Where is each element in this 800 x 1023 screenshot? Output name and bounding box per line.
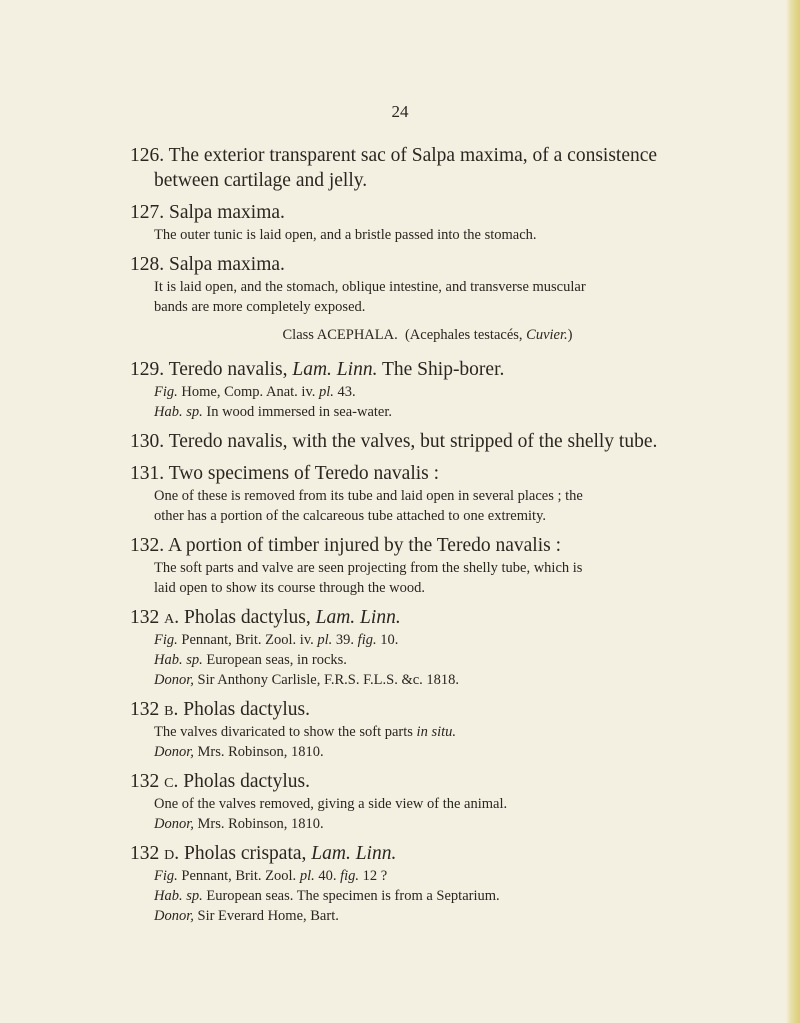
catalogue-entries — [130, 143, 725, 933]
entry-132c — [130, 769, 725, 834]
entry-title: Pholas dactylus. — [183, 771, 310, 792]
entry-title: Salpa maxima. — [169, 202, 285, 223]
donor: Donor, Mrs. Robinson, 1810. — [154, 744, 324, 760]
class-prefix: Class — [282, 327, 314, 343]
entry-number: 132 — [130, 607, 160, 628]
page-number: 24 — [391, 102, 409, 121]
entry-author: Lam. Linn. — [311, 843, 397, 864]
habitat: Hab. sp. European seas. The specimen is from a Septarium. — [154, 888, 500, 904]
entry-number: 131. — [130, 463, 165, 484]
entry-number: 129. — [130, 359, 165, 380]
entry-132 — [130, 533, 725, 598]
entry-author: Lam. Linn. — [315, 607, 401, 628]
habitat: Hab. sp. In wood immersed in sea-water. — [154, 404, 393, 420]
figure-reference: Fig. Home, Comp. Anat. iv. pl. 43. — [154, 384, 356, 400]
entry-title: A portion of timber injured by the Teredo navalis : — [167, 535, 562, 556]
entry-description-continued: other has a portion of the calcareous tube attached to one extremity. — [154, 508, 547, 524]
entry-number: 126. — [130, 145, 165, 166]
figure-reference: Fig. Pennant, Brit. Zool. iv. pl. 39. fig. 10. — [154, 632, 399, 648]
entry-130 — [130, 429, 725, 454]
entry-131 — [130, 461, 725, 526]
donor: Donor, Sir Anthony Carlisle, F.R.S. F.L.S. &c. 1818. — [154, 672, 460, 688]
entry-author: Lam. Linn. — [292, 359, 378, 380]
entry-description: One of these is removed from its tube and laid open in several places ; the — [154, 488, 583, 504]
class-synonym: (Acephales testacés, — [404, 327, 523, 343]
entry-description: The outer tunic is laid open, and a bristle passed into the stomach. — [154, 227, 537, 243]
entry-title: Two specimens of Teredo navalis : — [168, 463, 440, 484]
entry-number: 132 — [130, 699, 160, 720]
entry-title: Pholas crispata, — [184, 843, 307, 864]
entry-description-continued: laid open to show its course through the wood. — [154, 580, 426, 596]
entry-letter: a. — [164, 607, 180, 628]
entry-number: 132. — [130, 535, 165, 556]
entry-title: Teredo navalis, with the valves, but stripped of the shelly tube. — [168, 431, 658, 452]
entry-title-continued: between cartilage and jelly. — [154, 170, 368, 191]
entry-127 — [130, 200, 725, 245]
donor: Donor, Sir Everard Home, Bart. — [154, 908, 339, 924]
entry-letter: c. — [164, 771, 179, 792]
entry-132d — [130, 841, 725, 926]
figure-reference: Fig. Pennant, Brit. Zool. pl. 40. fig. 12 ? — [154, 868, 388, 884]
entry-title: Teredo navalis, — [168, 359, 288, 380]
class-paren-close: ) — [567, 327, 573, 343]
entry-126 — [130, 143, 725, 193]
entry-132b — [130, 697, 725, 762]
entry-description: One of the valves removed, giving a side view of the animal. — [154, 796, 508, 812]
entry-title: Pholas dactylus, — [184, 607, 311, 628]
entry-description: It is laid open, and the stomach, oblique intestine, and transverse muscular — [154, 279, 586, 295]
entry-number: 127. — [130, 202, 165, 223]
entry-description: The valves divaricated to show the soft parts in situ. — [154, 724, 457, 740]
entry-description-continued: bands are more completely exposed. — [154, 299, 366, 315]
entry-number: 132 — [130, 843, 160, 864]
class-heading — [130, 327, 725, 344]
entry-129 — [130, 357, 725, 422]
entry-title: Pholas dactylus. — [183, 699, 310, 720]
entry-title: The exterior transparent sac of Salpa maxima, of a consistence — [168, 145, 658, 166]
entry-letter: b. — [164, 699, 179, 720]
class-name: ACEPHALA. — [316, 327, 398, 343]
entry-number: 130. — [130, 431, 165, 452]
entry-title: Salpa maxima. — [169, 254, 285, 275]
habitat: Hab. sp. European seas, in rocks. — [154, 652, 347, 668]
entry-number: 128. — [130, 254, 165, 275]
entry-128 — [130, 252, 725, 317]
entry-letter: d. — [164, 843, 180, 864]
page-edge — [786, 0, 800, 1023]
donor: Donor, Mrs. Robinson, 1810. — [154, 816, 324, 832]
entry-common-name: The Ship-borer. — [381, 359, 505, 380]
entry-132a — [130, 605, 725, 690]
entry-description: The soft parts and valve are seen projecting from the shelly tube, which is — [154, 560, 583, 576]
class-author: Cuvier. — [526, 327, 568, 343]
entry-number: 132 — [130, 771, 160, 792]
